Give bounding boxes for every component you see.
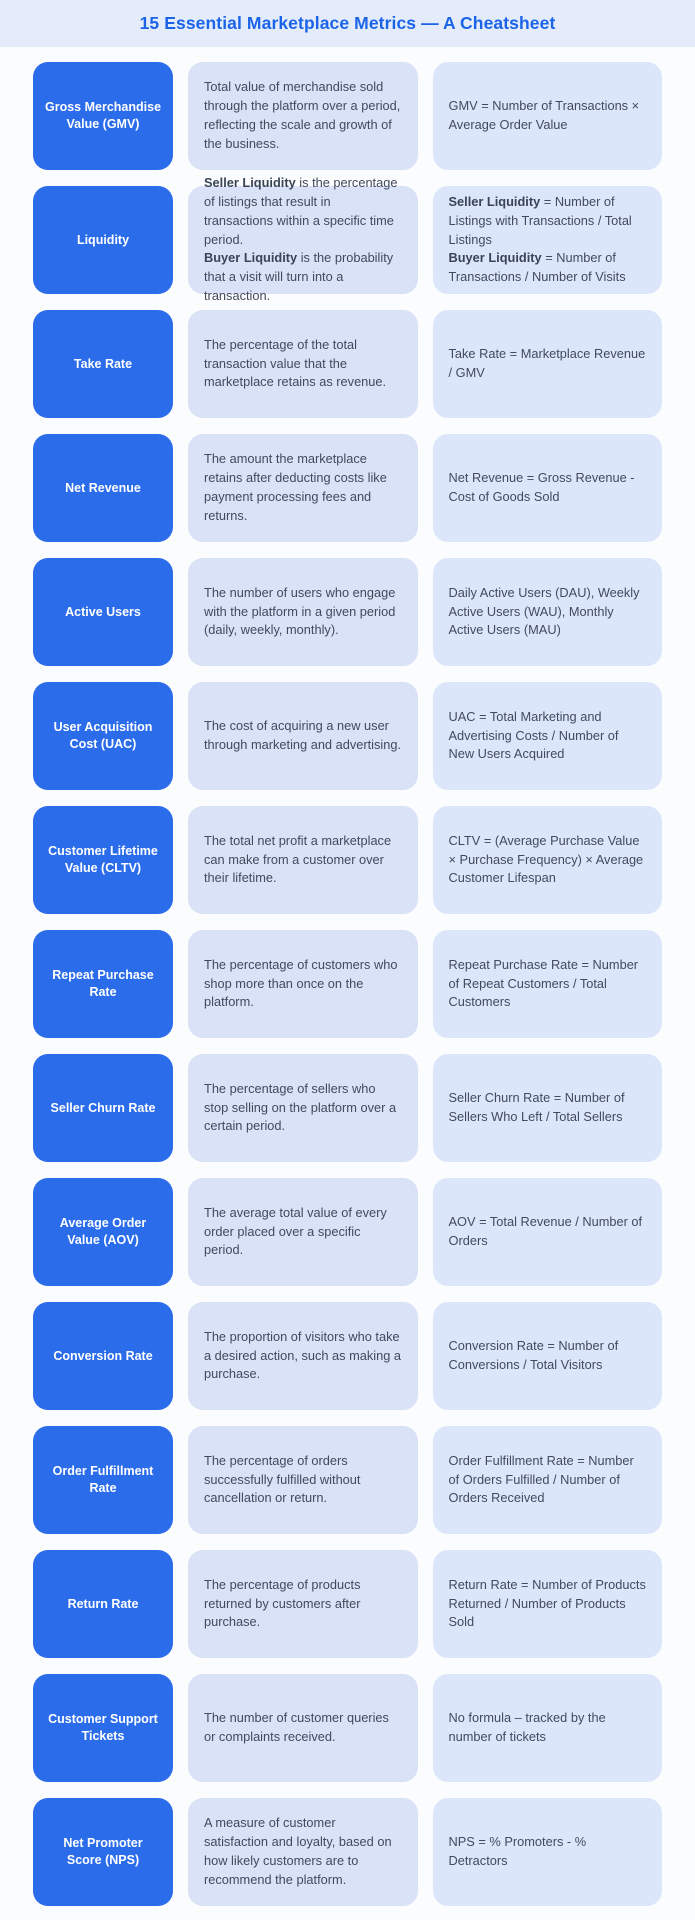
metric-formula: CLTV = (Average Purchase Value × Purchase Frequency) × Average Customer Lifespan bbox=[448, 832, 644, 886]
metric-label-card bbox=[33, 62, 173, 170]
metric-description: The percentage of the total transaction value that the marketplace retains as revenue. bbox=[204, 336, 387, 390]
metric-label-card bbox=[33, 1426, 173, 1534]
metric-formula: No formula – tracked by the number of tickets bbox=[448, 1710, 606, 1744]
metric-name: Return Rate bbox=[67, 1596, 139, 1611]
metric-formula-card bbox=[433, 682, 663, 790]
seller-liquidity-formula: = Number of Listings with Transactions / Total Listings bbox=[448, 193, 632, 247]
metric-label-card bbox=[33, 434, 173, 542]
metric-label-card bbox=[33, 558, 173, 666]
metric-formula-card bbox=[433, 1178, 663, 1286]
metric-label-card bbox=[33, 186, 173, 294]
metric-description-card bbox=[188, 1798, 418, 1906]
metric-description-card bbox=[188, 930, 418, 1038]
metric-label-card bbox=[33, 1178, 173, 1286]
metric-formula-card bbox=[433, 1054, 663, 1162]
metric-name: Repeat Purchase Rate bbox=[52, 968, 154, 999]
metric-row-seller-churn-rate bbox=[33, 1054, 662, 1162]
seller-liquidity-definition: is the percentage of listings that result in transactions within a specific time period. bbox=[204, 174, 398, 247]
metric-row-net-revenue bbox=[33, 434, 662, 542]
metric-formula: UAC = Total Marketing and Advertising Costs / Number of New Users Acquired bbox=[448, 708, 619, 762]
metric-row-take-rate bbox=[33, 310, 662, 418]
metric-description-card bbox=[188, 1178, 418, 1286]
metric-formula-card bbox=[433, 310, 663, 418]
metric-formula: Repeat Purchase Rate = Number of Repeat Customers / Total Customers bbox=[448, 956, 639, 1010]
header-band bbox=[0, 0, 695, 47]
metric-description-card bbox=[188, 1674, 418, 1782]
metric-row-liquidity bbox=[33, 174, 662, 304]
metric-name: User Acquisition Cost (UAC) bbox=[53, 720, 153, 751]
metric-row-active-users bbox=[33, 558, 662, 666]
metric-row-aov bbox=[33, 1178, 662, 1286]
metric-formula: GMV = Number of Transactions × Average Order Value bbox=[448, 98, 640, 132]
metric-label-card bbox=[33, 682, 173, 790]
metric-formula bbox=[449, 193, 647, 288]
metric-name: Gross Merchandise Value (GMV) bbox=[45, 100, 162, 131]
metric-description: Total value of merchandise sold through the platform over a period, reflecting the scale and growth of the business. bbox=[204, 79, 401, 151]
buyer-liquidity-definition: is the probability that a visit will turn into a transaction. bbox=[204, 250, 394, 304]
metric-name: Conversion Rate bbox=[53, 1348, 153, 1363]
metric-formula-card bbox=[433, 558, 663, 666]
metric-name: Average Order Value (AOV) bbox=[59, 1216, 147, 1247]
metric-row-return-rate bbox=[33, 1550, 662, 1658]
metric-formula: Order Fulfillment Rate = Number of Orders Fulfilled / Number of Orders Received bbox=[448, 1452, 634, 1506]
metric-description: The total net profit a marketplace can make from a customer over their lifetime. bbox=[204, 832, 392, 886]
metric-description-card bbox=[188, 1426, 418, 1534]
metric-formula-card bbox=[433, 186, 663, 294]
metric-label-card bbox=[33, 930, 173, 1038]
metric-label-card bbox=[33, 1054, 173, 1162]
metrics-list bbox=[0, 47, 695, 1906]
metric-label-card bbox=[33, 1674, 173, 1782]
metric-description: The percentage of products returned by customers after purchase. bbox=[204, 1576, 361, 1630]
metric-label-card bbox=[33, 806, 173, 914]
metric-formula: Daily Active Users (DAU), Weekly Active Users (WAU), Monthly Active Users (MAU) bbox=[448, 584, 640, 638]
metric-formula-card bbox=[433, 62, 663, 170]
metric-label-card bbox=[33, 310, 173, 418]
metric-name: Customer Lifetime Value (CLTV) bbox=[48, 844, 158, 875]
metric-description: The percentage of sellers who stop selling on the platform over a certain period. bbox=[204, 1080, 397, 1134]
metric-name: Net Revenue bbox=[65, 480, 141, 495]
metric-label-card bbox=[33, 1550, 173, 1658]
metric-formula-card bbox=[433, 930, 663, 1038]
metric-description: The number of customer queries or complaints received. bbox=[204, 1710, 389, 1744]
metric-description: The proportion of visitors who take a desired action, such as making a purchase. bbox=[204, 1328, 402, 1382]
metric-description-card bbox=[188, 62, 418, 170]
metric-description-card bbox=[188, 434, 418, 542]
seller-liquidity-term: Seller Liquidity bbox=[204, 174, 296, 190]
buyer-liquidity-term: Buyer Liquidity bbox=[204, 250, 298, 266]
metric-description-card bbox=[188, 558, 418, 666]
metric-description-card bbox=[188, 174, 418, 304]
metric-formula-card bbox=[433, 1798, 663, 1906]
metric-description: A measure of customer satisfaction and loyalty, based on how likely customers are to recommend the platform. bbox=[204, 1815, 392, 1887]
metric-description bbox=[204, 174, 402, 307]
metric-description: The percentage of customers who shop more than once on the platform. bbox=[204, 956, 398, 1010]
metric-formula-card bbox=[433, 434, 663, 542]
metric-name: Active Users bbox=[65, 604, 141, 619]
metric-row-uac bbox=[33, 682, 662, 790]
metric-description: The percentage of orders successfully fulfilled without cancellation or return. bbox=[204, 1452, 361, 1506]
metric-formula: Seller Churn Rate = Number of Sellers Who Left / Total Sellers bbox=[448, 1090, 625, 1124]
metric-formula-card bbox=[433, 806, 663, 914]
metric-row-cltv bbox=[33, 806, 662, 914]
metric-name: Seller Churn Rate bbox=[50, 1100, 156, 1115]
buyer-liquidity-formula: = Number of Transactions / Number of Visits bbox=[448, 250, 626, 285]
metric-description: The cost of acquiring a new user through marketing and advertising. bbox=[204, 718, 402, 752]
metric-label-card bbox=[33, 1302, 173, 1410]
metric-formula: NPS = % Promoters - % Detractors bbox=[448, 1834, 587, 1868]
metric-row-repeat-purchase-rate bbox=[33, 930, 662, 1038]
metric-description-card bbox=[188, 806, 418, 914]
metric-formula-card bbox=[433, 1302, 663, 1410]
metric-description: The number of users who engage with the platform in a given period (daily, weekly, monthly). bbox=[204, 584, 396, 638]
metric-name: Liquidity bbox=[76, 232, 130, 247]
metric-name: Take Rate bbox=[73, 356, 133, 371]
metric-row-nps bbox=[33, 1798, 662, 1906]
metric-formula-card bbox=[433, 1426, 663, 1534]
metric-formula-card bbox=[433, 1550, 663, 1658]
metric-name: Customer Support Tickets bbox=[48, 1712, 158, 1743]
metric-row-customer-support-tickets bbox=[33, 1674, 662, 1782]
seller-liquidity-term: Seller Liquidity bbox=[448, 193, 541, 209]
metric-description: The amount the marketplace retains after deducting costs like payment processing fees and returns. bbox=[204, 451, 387, 523]
metric-description-card bbox=[188, 1054, 418, 1162]
metric-description-card bbox=[188, 1302, 418, 1410]
metric-description-card bbox=[188, 682, 418, 790]
metric-row-gmv bbox=[33, 62, 662, 170]
metric-formula: Return Rate = Number of Products Returned / Number of Products Sold bbox=[448, 1576, 646, 1630]
metric-name: Order Fulfillment Rate bbox=[52, 1464, 154, 1495]
buyer-liquidity-term: Buyer Liquidity bbox=[448, 250, 542, 266]
metric-row-conversion-rate bbox=[33, 1302, 662, 1410]
metric-description-card bbox=[188, 310, 418, 418]
metric-row-order-fulfillment-rate bbox=[33, 1426, 662, 1534]
metric-name: Net Promoter Score (NPS) bbox=[63, 1836, 143, 1867]
metric-formula: Take Rate = Marketplace Revenue / GMV bbox=[448, 346, 646, 380]
metric-description: The average total value of every order placed over a specific period. bbox=[204, 1204, 387, 1258]
metric-label-card bbox=[33, 1798, 173, 1906]
metric-formula: AOV = Total Revenue / Number of Orders bbox=[448, 1214, 643, 1248]
metric-description-card bbox=[188, 1550, 418, 1658]
page-title: 15 Essential Marketplace Metrics — A Cheatsheet bbox=[139, 13, 556, 33]
metric-formula: Conversion Rate = Number of Conversions / Total Visitors bbox=[448, 1338, 619, 1372]
metric-formula-card bbox=[433, 1674, 663, 1782]
metric-formula: Net Revenue = Gross Revenue - Cost of Goods Sold bbox=[448, 470, 635, 504]
